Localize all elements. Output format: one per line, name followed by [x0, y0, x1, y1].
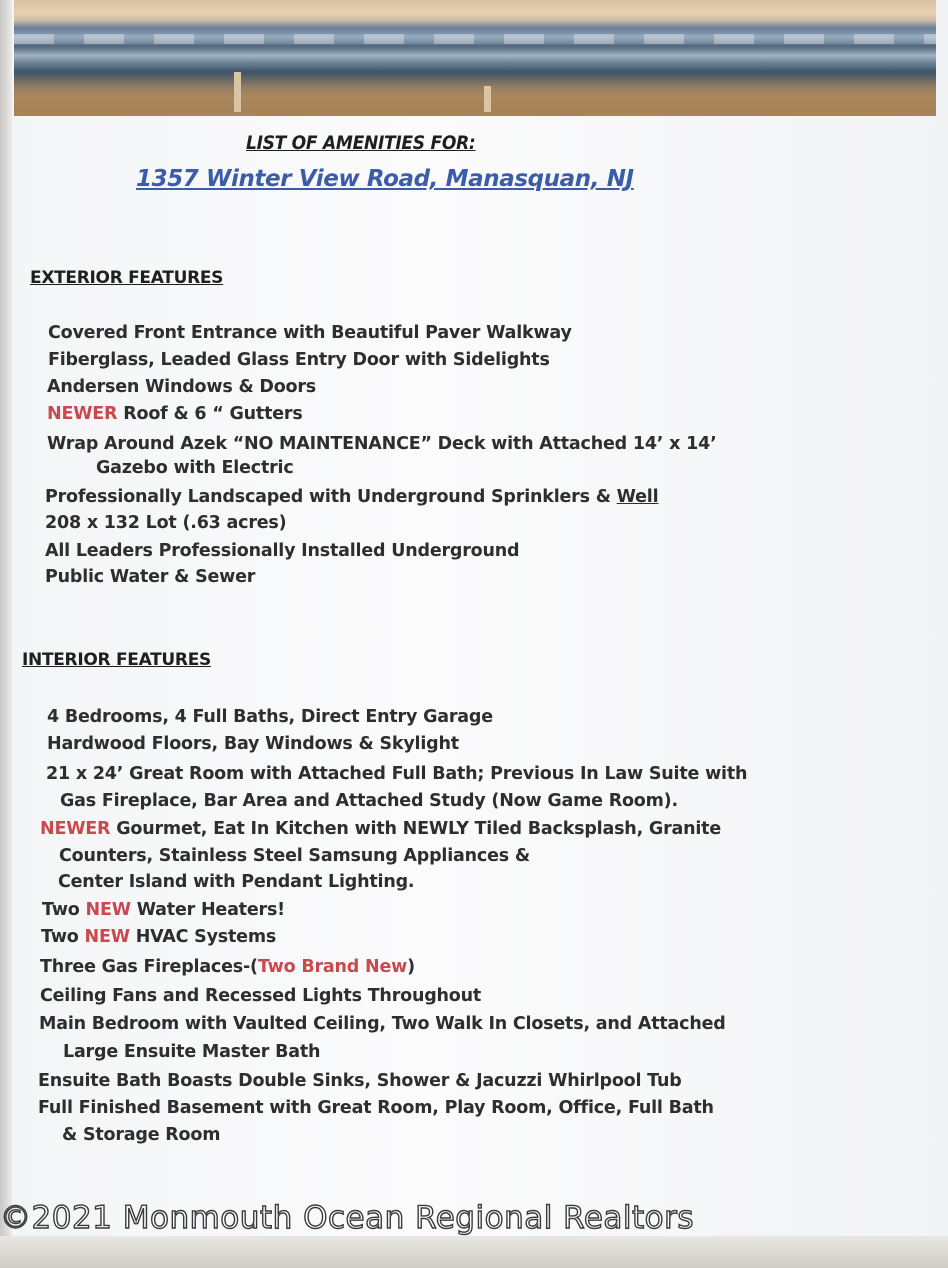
newer-highlight: NEWER	[47, 404, 118, 424]
exterior-item-text: Roof & 6 “ Gutters	[117, 404, 303, 424]
interior-item-continued: Large Ensuite Master Bath	[63, 1042, 321, 1062]
exterior-item	[47, 404, 303, 424]
interior-item: Full Finished Basement with Great Room, Play Room, Office, Full Bath	[38, 1098, 714, 1118]
well-underlined: Well	[616, 487, 659, 507]
interior-item: Main Bedroom with Vaulted Ceiling, Two Walk In Closets, and Attached	[39, 1014, 726, 1034]
interior-item: Hardwood Floors, Bay Windows & Skylight	[47, 734, 459, 754]
new-highlight: NEW	[85, 900, 131, 920]
two-brand-new-highlight: Two Brand New	[257, 957, 408, 977]
interior-item	[41, 927, 276, 947]
exterior-item: Wrap Around Azek “NO MAINTENANCE” Deck with Attached 14’ x 14’	[47, 434, 717, 454]
copyright-watermark: ©2021 Monmouth Ocean Regional Realtors	[0, 1200, 695, 1236]
interior-item-text: )	[407, 957, 415, 977]
interior-item	[40, 957, 415, 977]
interior-item	[40, 819, 721, 839]
interior-features-heading: INTERIOR FEATURES	[22, 650, 211, 670]
interior-item-continued: Counters, Stainless Steel Samsung Appliances &	[59, 846, 530, 866]
interior-item-text: Two	[42, 900, 86, 920]
property-address: 1357 Winter View Road, Manasquan, NJ	[136, 166, 634, 192]
dune-sand	[14, 72, 936, 116]
interior-item: Ensuite Bath Boasts Double Sinks, Shower & Jacuzzi Whirlpool Tub	[38, 1071, 682, 1091]
exterior-item: Andersen Windows & Doors	[47, 377, 317, 397]
exterior-item: Public Water & Sewer	[45, 567, 256, 587]
interior-item-text: HVAC Systems	[129, 927, 277, 947]
interior-item-text: Gourmet, Eat In Kitchen with NEWLY Tiled Backsplash, Granite	[110, 819, 722, 839]
page-bottom-edge	[0, 1236, 948, 1268]
exterior-item: Fiberglass, Leaded Glass Entry Door with Sidelights	[48, 350, 550, 370]
new-highlight: NEW	[84, 927, 130, 947]
exterior-features-heading: EXTERIOR FEATURES	[30, 268, 224, 288]
exterior-item: 208 x 132 Lot (.63 acres)	[45, 513, 287, 533]
interior-item: 21 x 24’ Great Room with Attached Full Bath; Previous In Law Suite with	[46, 764, 748, 784]
interior-item: 4 Bedrooms, 4 Full Baths, Direct Entry Garage	[47, 707, 493, 727]
page-title: LIST OF AMENITIES FOR:	[246, 132, 476, 154]
wave-foam	[14, 34, 936, 44]
exterior-item	[45, 487, 658, 507]
interior-item-text: Three Gas Fireplaces-(	[40, 957, 258, 977]
exterior-item: Covered Front Entrance with Beautiful Paver Walkway	[48, 323, 572, 343]
paper-edge	[0, 0, 12, 1268]
interior-item-continued: & Storage Room	[62, 1125, 221, 1145]
interior-item-continued: Center Island with Pendant Lighting.	[58, 872, 415, 892]
ocean-beach-banner-image	[14, 0, 936, 116]
fence-post	[234, 72, 241, 112]
exterior-item-text: Professionally Landscaped with Underground Sprinklers &	[45, 487, 617, 507]
newer-highlight: NEWER	[40, 819, 111, 839]
exterior-item: All Leaders Professionally Installed Underground	[45, 541, 520, 561]
interior-item	[42, 900, 285, 920]
interior-item-text: Two	[41, 927, 85, 947]
interior-item: Ceiling Fans and Recessed Lights Throughout	[40, 986, 482, 1006]
fence-post	[484, 86, 491, 112]
interior-item-continued: Gas Fireplace, Bar Area and Attached Study (Now Game Room).	[60, 791, 678, 811]
exterior-item-continued: Gazebo with Electric	[96, 458, 294, 478]
interior-item-text: Water Heaters!	[130, 900, 285, 920]
